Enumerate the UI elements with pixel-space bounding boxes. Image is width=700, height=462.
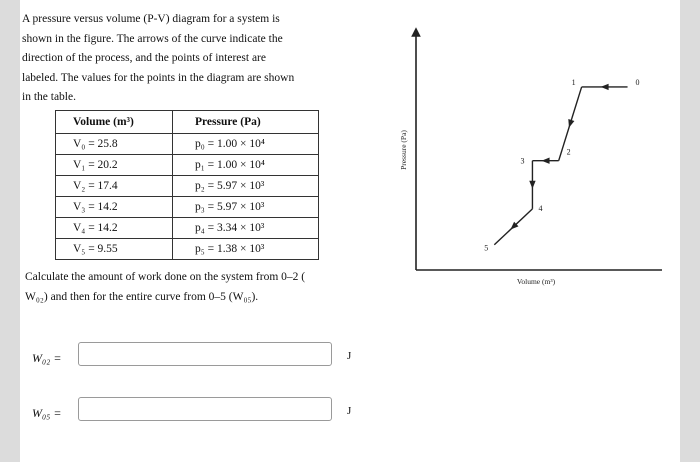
prompt-line-1: A pressure versus volume (P-V) diagram for a system is bbox=[22, 13, 280, 25]
w02-unit: J bbox=[347, 350, 352, 362]
pressure-cell: p₃ = 5.97 × 10³ bbox=[173, 197, 319, 218]
pressure-cell: p₂ = 5.97 × 10³ bbox=[173, 176, 319, 197]
pv-point-labels bbox=[484, 78, 639, 253]
pv-arrow-1-2 bbox=[568, 119, 574, 128]
pv-point-label-2: 2 bbox=[566, 147, 571, 157]
w05-unit: J bbox=[347, 405, 352, 417]
pv-point-label-0: 0 bbox=[635, 77, 640, 87]
pv-point-label-5: 5 bbox=[484, 243, 489, 253]
prompt-line-4: labeled. The values for the points in the diagram are shown bbox=[22, 71, 295, 84]
prompt-line-3: direction of the process, and the points of interest are bbox=[22, 52, 266, 64]
volume-cell: V₀ = 25.8 bbox=[56, 134, 173, 155]
pressure-cell: p₁ = 1.00 × 10⁴ bbox=[173, 155, 319, 176]
pressure-cell: p₅ = 1.38 × 10³ bbox=[173, 239, 319, 260]
pv-arrow-0-1 bbox=[601, 84, 609, 90]
w02-label: W₀₂ = bbox=[32, 351, 62, 365]
pv-arrow-3-4 bbox=[529, 181, 535, 189]
pv-point-label-1: 1 bbox=[571, 77, 576, 87]
pressure-cell: p₄ = 3.34 × 10³ bbox=[173, 218, 319, 239]
prompt-line-2: shown in the figure. The arrows of the curve indicate the bbox=[22, 32, 283, 45]
volume-cell: V₅ = 9.55 bbox=[56, 239, 173, 260]
question-line-1: Calculate the amount of work done on the system from 0–2 ( bbox=[25, 271, 306, 283]
w05-label: W₀₅ = bbox=[32, 406, 62, 420]
pv-process-curve bbox=[494, 84, 627, 245]
pv-point-label-4: 4 bbox=[538, 203, 543, 213]
pv-point-label-3: 3 bbox=[520, 156, 525, 166]
volume-cell: V₂ = 17.4 bbox=[56, 176, 173, 197]
pv-arrow-2-3 bbox=[542, 158, 550, 164]
x-axis-label: Volume (m³) bbox=[516, 277, 556, 286]
prompt-line-5: in the table. bbox=[22, 91, 76, 103]
volume-cell: V₁ = 20.2 bbox=[56, 155, 173, 176]
volume-cell: V₃ = 14.2 bbox=[56, 197, 173, 218]
volume-header: Volume (m³) bbox=[56, 111, 173, 134]
question-line-2: W₀₂) and then for the entire curve from 0–5 (W₀₅). bbox=[25, 290, 259, 303]
y-axis-label: Pressure (Pa) bbox=[399, 130, 408, 170]
pressure-cell: p₀ = 1.00 × 10⁴ bbox=[173, 134, 319, 155]
pressure-header: Pressure (Pa) bbox=[173, 111, 319, 134]
volume-cell: V₄ = 14.2 bbox=[56, 218, 173, 239]
